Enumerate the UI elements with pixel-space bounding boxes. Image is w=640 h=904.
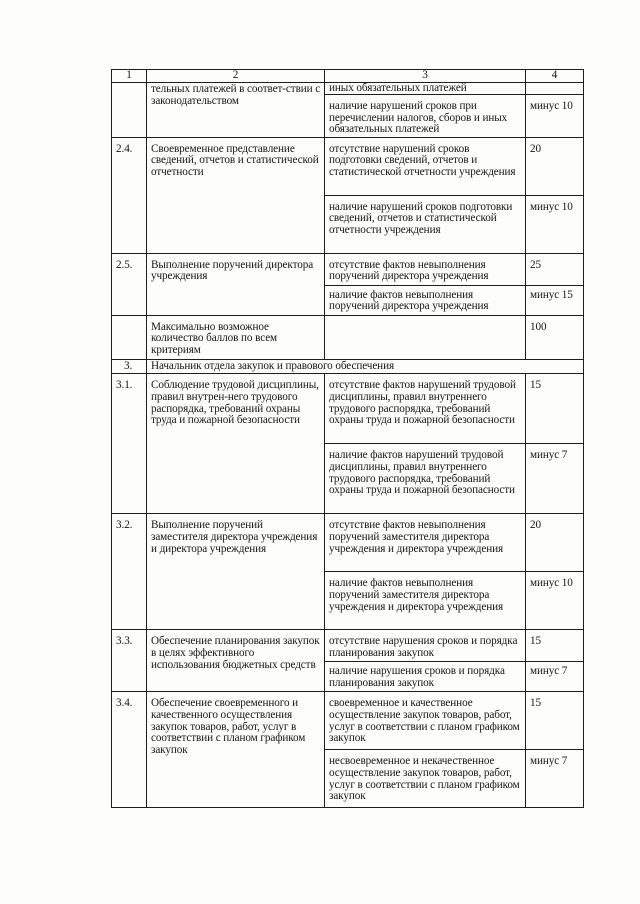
- section-title: Начальник отдела закупок и правового обеспечения: [147, 359, 584, 374]
- table-header-row: [112, 70, 584, 83]
- criterion-cell: Своевременное представление сведений, отчетов и статистической отчетности: [147, 137, 325, 253]
- indicator-cell: иных обязательных платежей: [325, 83, 526, 95]
- table-row: [112, 514, 584, 572]
- criteria-table: [111, 69, 584, 808]
- section-row: [112, 359, 584, 374]
- section-number: 3.: [112, 359, 147, 374]
- indicator-cell: наличие нарушений сроков подготовки сведений, отчетов и статистической отчетности учреждения: [325, 195, 526, 253]
- score-cell: 15: [526, 374, 584, 444]
- criterion-cell: Соблюдение трудовой дисциплины, правил внутрен-него трудового распорядка, требований охраны труда и пожарной безопасности: [147, 374, 325, 514]
- indicator-cell: [325, 315, 526, 359]
- criterion-cell: Выполнение поручений директора учреждения: [147, 253, 325, 315]
- score-cell: [526, 83, 584, 95]
- row-number: 3.3.: [112, 630, 147, 692]
- indicator-cell: отсутствие фактов нарушений трудовой дисциплины, правил внутреннего трудового распорядка, требований охраны труда и пожарной безопасности: [325, 374, 526, 444]
- criterion-cell: Обеспечение планирования закупок в целях эффективного использования бюджетных средств: [147, 630, 325, 692]
- header-cell: 3: [325, 70, 526, 83]
- indicator-cell: наличие фактов невыполнения поручений заместителя директора учреждения и директора учреждения: [325, 572, 526, 630]
- indicator-cell: отсутствие нарушений сроков подготовки сведений, отчетов и статистической отчетности учреждения: [325, 137, 526, 195]
- row-number: 3.4.: [112, 692, 147, 808]
- indicator-cell: своевременное и качественное осуществление закупок товаров, работ, услуг в соответствии с планом графиком закупок: [325, 692, 526, 750]
- table-row: [112, 137, 584, 195]
- score-cell: минус 7: [526, 662, 584, 692]
- score-cell: минус 7: [526, 750, 584, 808]
- row-number: [112, 83, 147, 138]
- indicator-cell: отсутствие нарушения сроков и порядка планирования закупок: [325, 630, 526, 662]
- score-cell: минус 15: [526, 285, 584, 315]
- table-row: [112, 692, 584, 750]
- row-number: 3.2.: [112, 514, 147, 630]
- score-cell: 100: [526, 315, 584, 359]
- row-number: 3.1.: [112, 374, 147, 514]
- indicator-cell: несвоевременное и некачественное осуществление закупок товаров, работ, услуг в соответствии с планом графиком закупок: [325, 750, 526, 808]
- header-cell: 1: [112, 70, 147, 83]
- indicator-cell: отсутствие фактов невыполнения поручений директора учреждения: [325, 253, 526, 285]
- row-number: 2.4.: [112, 137, 147, 253]
- score-cell: 15: [526, 630, 584, 662]
- score-cell: 20: [526, 514, 584, 572]
- criterion-cell: Максимально возможное количество баллов по всем критериям: [147, 315, 325, 359]
- score-cell: 25: [526, 253, 584, 285]
- score-cell: 20: [526, 137, 584, 195]
- table-row: [112, 83, 584, 95]
- row-number: 2.5.: [112, 253, 147, 315]
- table-row: [112, 374, 584, 444]
- criterion-cell: Обеспечение своевременного и качественного осуществления закупок товаров, работ, услуг в соответствии с планом графиком закупок: [147, 692, 325, 808]
- row-number: [112, 315, 147, 359]
- score-cell: минус 10: [526, 95, 584, 138]
- score-cell: минус 7: [526, 444, 584, 514]
- table-row: [112, 315, 584, 359]
- indicator-cell: наличие нарушения сроков и порядка планирования закупок: [325, 662, 526, 692]
- indicator-cell: наличие фактов нарушений трудовой дисциплины, правил внутреннего трудового распорядка, требований охраны труда и пожарной безопасности: [325, 444, 526, 514]
- criterion-cell: тельных платежей в соответ-ствии с законодательством: [147, 83, 325, 138]
- indicator-cell: отсутствие фактов невыполнения поручений заместителя директора учреждения и директора учреждения: [325, 514, 526, 572]
- header-cell: 4: [526, 70, 584, 83]
- table-row: [112, 630, 584, 662]
- indicator-cell: наличие нарушений сроков при перечислении налогов, сборов и иных обязательных платежей: [325, 95, 526, 138]
- header-cell: 2: [147, 70, 325, 83]
- criterion-cell: Выполнение поручений заместителя директора учреждения и директора учреждения: [147, 514, 325, 630]
- table-row: [112, 253, 584, 285]
- score-cell: 15: [526, 692, 584, 750]
- score-cell: минус 10: [526, 195, 584, 253]
- score-cell: минус 10: [526, 572, 584, 630]
- indicator-cell: наличие фактов невыполнения поручений директора учреждения: [325, 285, 526, 315]
